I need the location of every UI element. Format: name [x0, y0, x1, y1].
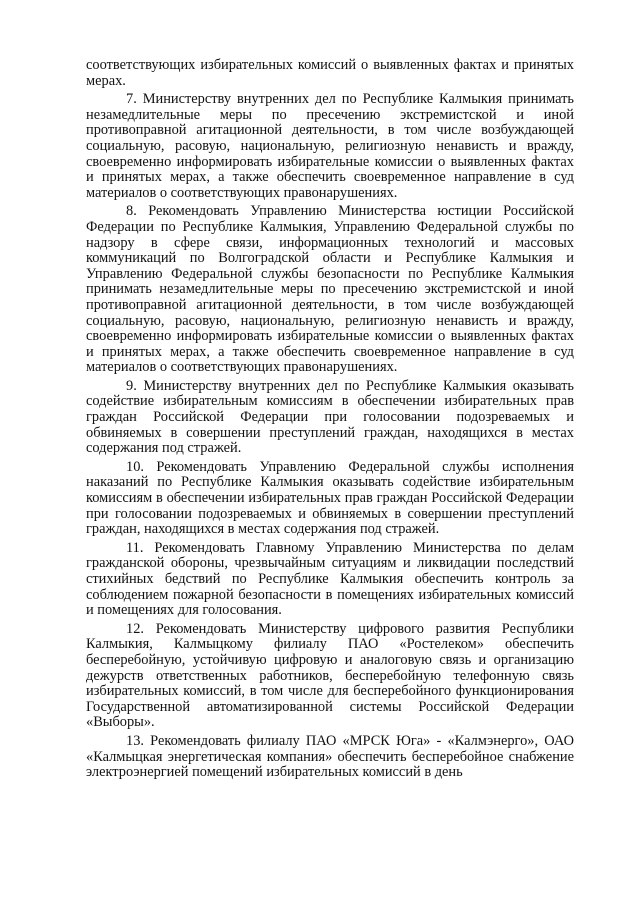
paragraph-12: 12. Рекомендовать Министерству цифрового развития Республики Калмыкия, Калмыцкому филиалу ПАО «Ростелеком» обеспечить бесперебойную, устойчивую цифровую и аналоговую связь и организацию дежурств ответственных работников, бесперебойную телефонную связь избирательных комиссий, в том числе для бесперебойного функционирования Государственной автоматизированной системы Российской Федерации «Выборы».: [86, 620, 574, 731]
paragraph-7: 7. Министерству внутренних дел по Республике Калмыкия принимать незамедлительные меры по пресечению экстремистской и иной противоправной агитационной деятельности, в том числе возбуждающей социальную, расовую, национальную, религиозную ненависть и вражду, своевременно информировать избирательные комиссии о выявленных фактах и принятых мерах, а также обеспечить своевременное направление в суд материалов о соответствующих правонарушениях.: [86, 91, 574, 201]
paragraph-13: 13. Рекомендовать филиалу ПАО «МРСК Юга» - «Калмэнерго», ОАО «Калмыцкая энергетическая компания» обеспечить бесперебойное снабжение электроэнергией помещений избирательных комиссий в день: [86, 732, 574, 781]
paragraph-continuation: соответствующих избирательных комиссий о выявленных фактах и принятых мерах.: [86, 57, 574, 89]
paragraph-10: 10. Рекомендовать Управлению Федеральной службы исполнения наказаний по Республике Калмыкия оказывать содействие избирательным комиссиям в обеспечении избирательных прав граждан Российской Федерации при голосовании подозреваемых и обвиняемых в совершении преступлений граждан, находящихся в местах содержания под стражей.: [86, 458, 574, 538]
paragraph-11: 11. Рекомендовать Главному Управлению Министерства по делам гражданской обороны, чрезвычайным ситуациям и ликвидации последствий стихийных бедствий по Республике Калмыкия обеспечить контроль за соблюдением пожарной безопасности в помещениях избирательных комиссий и помещениях для голосования.: [86, 539, 574, 619]
document-body: [86, 58, 574, 784]
paragraph-9: 9. Министерству внутренних дел по Республике Калмыкия оказывать содействие избирательным комиссиям в обеспечении избирательных прав граждан Российской Федерации при голосовании подозреваемых и обвиняемых в совершении преступлений граждан, находящихся в местах содержания под стражей.: [86, 377, 574, 457]
paragraph-8: 8. Рекомендовать Управлению Министерства юстиции Российской Федерации по Республике Калмыкия, Управлению Федеральной службы по надзору в сфере связи, информационных технологий и массовых коммуникаций по Волгоградской области и Республике Калмыкия и Управлению Федеральной службы безопасности по Республике Калмыкия принимать незамедлительные меры по пресечению экстремистской и иной противоправной агитационной деятельности, в том числе возбуждающей социальную, расовую, национальную, религиозную ненависть и вражду, своевременно информировать избирательные комиссии о выявленных фактах и принятых мерах, а также обеспечить своевременное направление в суд материалов о соответствующих правонарушениях.: [86, 203, 574, 376]
